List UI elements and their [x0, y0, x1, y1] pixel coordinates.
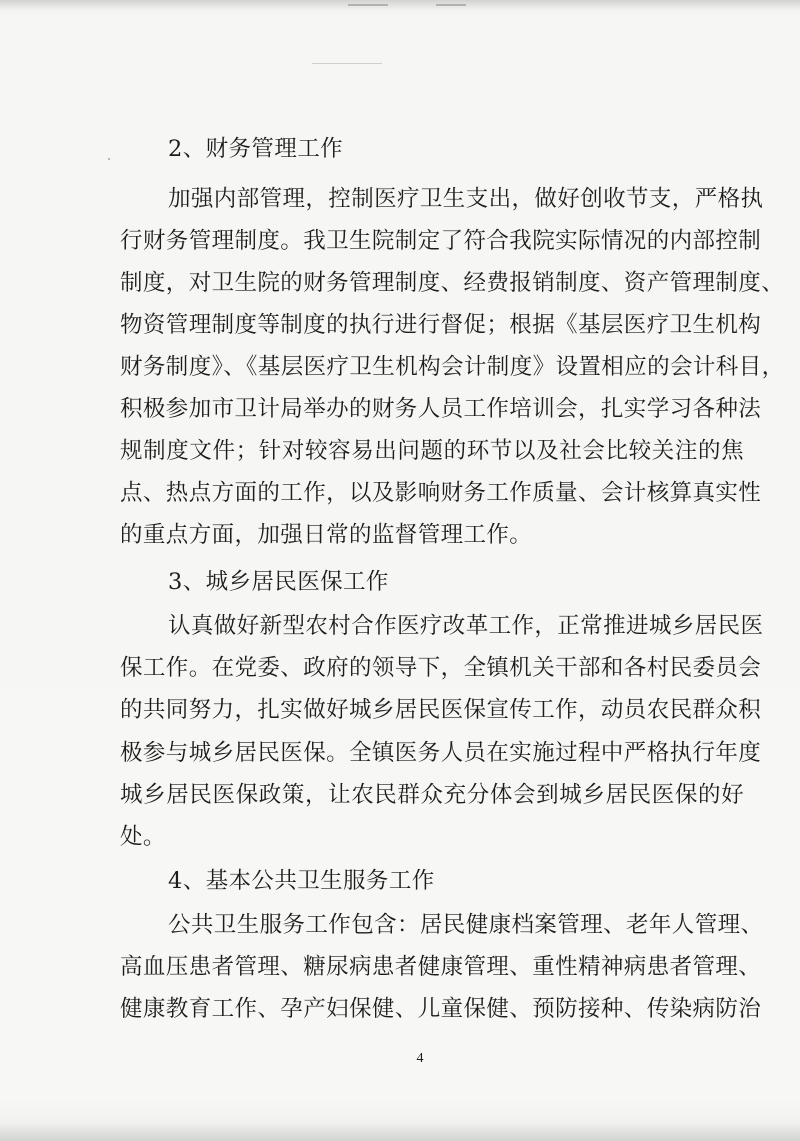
page-number: 4 — [416, 1051, 424, 1066]
scan-artifact — [312, 63, 382, 64]
scan-speck — [108, 158, 110, 160]
scan-top-shadow — [0, 0, 800, 10]
paragraph-line: 制度，对卫生院的财务管理制度、经费报销制度、资产管理制度、 — [120, 270, 785, 296]
paragraph-line: 处。 — [120, 824, 166, 850]
scan-artifact — [436, 4, 466, 6]
section-heading: 4、基本公共卫生服务工作 — [168, 868, 435, 894]
scan-bottom-edge — [0, 1123, 800, 1141]
paragraph-line: 认真做好新型农村合作医疗改革工作，正常推进城乡居民医 — [168, 613, 764, 639]
paragraph-line: 物资管理制度等制度的执行进行督促；根据《基层医疗卫生机构 — [120, 312, 762, 338]
paragraph-line: 极参与城乡居民医保。全镇医务人员在实施过程中严格执行年度 — [120, 740, 762, 766]
paragraph-line: 健康教育工作、孕产妇保健、儿童保健、预防接种、传染病防治 — [120, 996, 762, 1022]
paragraph-line: 财务制度》、《基层医疗卫生机构会计制度》设置相应的会计科目， — [120, 354, 785, 380]
section-heading: 2、财务管理工作 — [168, 136, 344, 162]
paragraph-line: 的共同努力，扎实做好城乡居民医保宣传工作，动员农民群众积 — [120, 697, 762, 723]
paragraph-line: 点、热点方面的工作，以及影响财务工作质量、会计核算真实性 — [120, 480, 762, 506]
paragraph-line: 规制度文件；针对较容易出问题的环节以及社会比较关注的焦 — [120, 438, 744, 464]
paragraph-line: 行财务管理制度。我卫生院制定了符合我院实际情况的内部控制 — [120, 228, 762, 254]
paragraph-line: 城乡居民医保政策，让农民群众充分体会到城乡居民医保的好 — [120, 782, 744, 808]
paragraph-line: 积极参加市卫计局举办的财务人员工作培训会，扎实学习各种法 — [120, 396, 762, 422]
paragraph-line: 高血压患者管理、糖尿病患者健康管理、重性精神病患者管理、 — [120, 954, 762, 980]
section-heading: 3、城乡居民医保工作 — [168, 569, 389, 595]
paragraph-line: 保工作。在党委、政府的领导下，全镇机关干部和各村民委员会 — [120, 655, 762, 681]
paragraph-line: 加强内部管理，控制医疗卫生支出，做好创收节支，严格执 — [168, 186, 764, 212]
paragraph-line: 的重点方面，加强日常的监督管理工作。 — [120, 522, 533, 548]
scan-artifact — [348, 4, 388, 6]
paragraph-line: 公共卫生服务工作包含：居民健康档案管理、老年人管理、 — [168, 912, 764, 938]
